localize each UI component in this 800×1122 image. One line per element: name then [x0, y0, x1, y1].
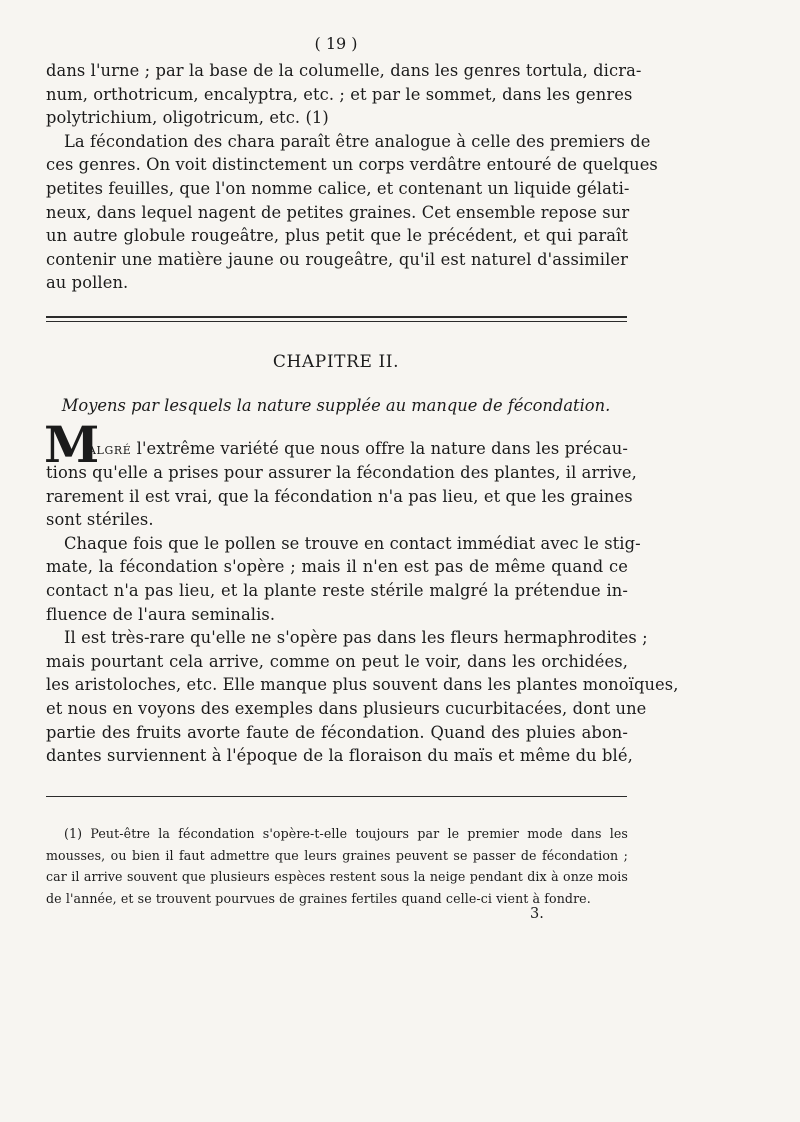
text-line: num, orthotricum, encalyptra, etc. ; et par le sommet, dans les genres	[46, 84, 633, 104]
drop-cap: M	[44, 415, 100, 474]
chapter-subtitle: Moyens par lesquels la nature supplée au manque de fécondation.	[61, 396, 611, 415]
text-line: ces genres. On voit distinctement un corps verdâtre entouré de quelques	[46, 155, 658, 175]
text-line: polytrichium, oligotricum, etc. (1)	[46, 108, 329, 128]
footnote-line: mousses, ou bien il faut admettre que leurs graines peuvent se passer de fécondation ;	[46, 847, 628, 863]
text-line: mate, la fécondation s'opère ; mais il n'en est pas de même quand ce	[46, 557, 628, 577]
text-line: La fécondation des chara paraît être analogue à celle des premiers de	[64, 131, 651, 151]
footnote-rule	[46, 796, 627, 797]
text-line: petites feuilles, que l'on nomme calice, et contenant un liquide gélati-	[46, 178, 630, 198]
text-line: et nous en voyons des exemples dans plusieurs cucurbitacées, dont une	[46, 698, 647, 718]
text-line: partie des fruits avorte faute de fécondation. Quand des pluies abon-	[46, 722, 628, 742]
text-line: l'extrême variété que nous offre la nature dans les précau-	[136, 439, 628, 458]
signature-mark: 3.	[530, 906, 544, 922]
top-paragraphs	[46, 59, 658, 295]
text-line: contact n'a pas lieu, et la plante reste stérile malgré la prétendue in-	[46, 580, 628, 600]
text-line: Il est très-rare qu'elle ne s'opère pas dans les fleurs hermaphrodites ;	[64, 628, 648, 648]
footnote-line: (1) Peut-être la fécondation s'opère-t-elle toujours par le premier mode dans les	[64, 826, 628, 841]
footnote-line: de l'année, et se trouvent pourvues de graines fertiles quand celle-ci vient à fondre.	[46, 890, 591, 906]
text-line: au pollen.	[46, 273, 129, 293]
first-word-smallcaps: ALGRÉ	[88, 444, 132, 457]
text-line: contenir une matière jaune ou rougeâtre, qu'il est naturel d'assimiler	[46, 249, 628, 269]
text-line: un autre globule rougeâtre, plus petit que le précédent, et qui paraît	[46, 226, 628, 246]
text-line: neux, dans lequel nagent de petites graines. Cet ensemble repose sur	[46, 202, 630, 222]
text-line: dans l'urne ; par la base de la columelle, dans les genres tortula, dicra-	[46, 61, 642, 80]
text-line: fluence de l'aura seminalis.	[46, 604, 276, 624]
footnote-line: car il arrive souvent que plusieurs espèces restent sous la neige pendant dix à onze mois	[46, 869, 628, 884]
text-line: Chaque fois que le pollen se trouve en contact immédiat avec le stig-	[64, 533, 641, 553]
chapter-body	[46, 461, 679, 768]
chapter-title: CHAPITRE II.	[272, 352, 400, 372]
text-line: dantes surviennent à l'époque de la floraison du maïs et même du blé,	[46, 746, 633, 766]
double-rule-divider	[46, 316, 627, 325]
text-line: sont stériles.	[46, 510, 154, 530]
text-line: mais pourtant cela arrive, comme on peut le voir, dans les orchidées,	[46, 651, 628, 671]
page-number: ( 19 )	[314, 34, 358, 53]
text-line: rarement il est vrai, que la fécondation n'a pas lieu, et que les graines	[46, 486, 633, 506]
text-line: les aristoloches, etc. Elle manque plus souvent dans les plantes monoïques,	[46, 675, 679, 695]
chapter-first-line	[88, 437, 628, 461]
footnotes	[46, 823, 628, 909]
text-line: tions qu'elle a prises pour assurer la fécondation des plantes, il arrive,	[46, 463, 637, 482]
